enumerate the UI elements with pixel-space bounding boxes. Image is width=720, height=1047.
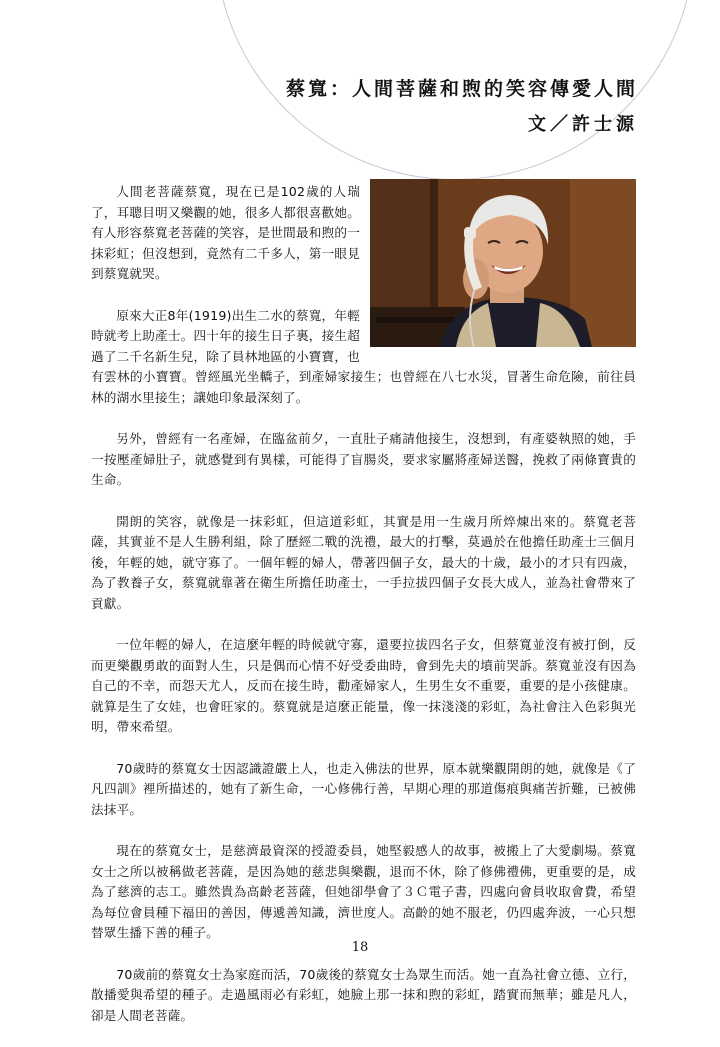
page-number: 18 — [351, 940, 369, 955]
article-body — [91, 182, 636, 1047]
paragraph: 70歲時的蔡寬女士因認識證嚴上人，也走入佛法的世界，原本就樂觀開朗的她，就像是《了凡四訓》裡所描述的，她有了新生命，一心修佛行善，早期心理的那道傷痕與痛苦折難，已被佛法抹平。 — [91, 760, 636, 817]
article-title: 蔡寬：人間菩薩和煦的笑容傳愛人間 — [285, 78, 638, 100]
paragraph: 原來大正8年(1919)出生二水的蔡寬，年輕時就考上助產士。四十年的接生日子裏，接生超過了二千名新生兒，除了員林地區的小寶寶，也有雲林的小寶寶。曾經風光坐轎子，到產婦家接生；也曾經在八七水災，冒著生命危險，前往員林的湖水里接生；讓她印象最深刻了。 — [91, 307, 636, 405]
article-author: 文／許士源 — [528, 114, 638, 135]
paragraph: 人間老菩薩蔡寬，現在已是102歲的人瑞了，耳聰目明又樂觀的她，很多人都很喜歡她。有人形容蔡寬老菩薩的笑容，是世間最和煦的一抹彩虹；但沒想到，竟然有二千多人，第一眼見到蔡寬就哭。 — [91, 184, 360, 282]
paragraph: 70歲前的蔡寬女士為家庭而活，70歲後的蔡寬女士為眾生而活。她一直為社會立德、立行，散播愛與希望的種子。走過風雨必有彩虹，她臉上那一抹和煦的彩虹，踏實而無華；雖是凡人，卻是人間老菩薩。 — [91, 966, 636, 1023]
portrait-photo — [370, 179, 636, 347]
paragraph: 一位年輕的婦人，在這麼年輕的時候就守寡，還要拉拔四名子女，但蔡寬並沒有被打倒，反而更樂觀勇敢的面對人生，只是偶而心情不好受委曲時，會到先夫的墳前哭訴。蔡寬並沒有因為自己的不幸，而怨天尤人，反而在接生時，勸產婦家人，生男生女不重要，重要的是小孩健康。就算是生了女娃，也會旺家的。蔡寬就是這麼正能量，像一抹淺淺的彩虹，為社會注入色彩與光明，帶來希望。 — [91, 637, 636, 735]
paragraph: 另外，曾經有一名產婦，在臨盆前夕，一直肚子痛請他接生，沒想到，有產婆執照的她，手一按壓產婦肚子，就感覺到有異樣，可能得了盲腸炎，要求家屬將產婦送醫，挽救了兩條寶貴的生命。 — [91, 431, 636, 488]
smiling-woman-telephone-image — [370, 179, 636, 347]
paragraph: 開朗的笑容，就像是一抹彩虹，但這道彩虹，其實是用一生歲月所焠煉出來的。蔡寬老菩薩，其實並不是人生勝利組，除了歷經二戰的洗禮，最大的打擊，莫過於在他擔任助產士三個月後，年輕的她，就守寡了。一個年輕的婦人，帶著四個子女，最大的十歲，最小的才只有四歲，為了教養子女，蔡寬就靠著在衛生所擔任助產士，一手拉拔四個子女長大成人，並為社會帶來了貢獻。 — [91, 513, 636, 611]
paragraph: 現在的蔡寬女士，是慈濟最資深的授證委員，她堅毅感人的故事，被搬上了大愛劇場。蔡寬女士之所以被稱做老菩薩，是因為她的慈悲與樂觀，退而不休，除了修佛禮佛，更重要的是，成為了慈濟的志工。雖然貴為高齡老菩薩，但她卻學會了３Ｃ電子書，四處向會員收取會費，希望為每位會員種下福田的善因，傳遞善知識，濟世度人。高齡的她不服老，仍四處奔波，一心只想替眾生播下善的種子。 — [91, 843, 636, 941]
